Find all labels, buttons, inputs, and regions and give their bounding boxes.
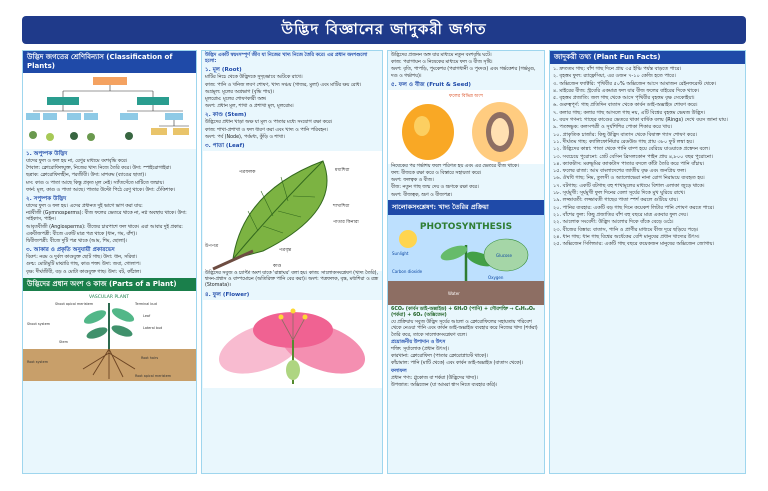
fun-fact: ২০. পানির ব্যবহার: একটি বড় গাছ দিনে কয়েকশ লিটার পানি শোষণ করতে পারে। <box>553 204 715 211</box>
tree-root-node <box>93 77 127 85</box>
root-line: মাটির নিচে থেকে উদ্ভিদকে সুদৃঢ়ভাবে আটকে রাখে। <box>205 75 303 81</box>
fruit-line: নিষেকের পর গর্ভাশয় ফলে পরিণত হয় এবং এর ভেতরে বীজ থাকে। <box>391 163 519 169</box>
fun-fact: ৪. মাইরের বীজ: স্ট্রবেরি একমাত্র ফল যার বীজ ফলের বাইরের দিকে থাকে। <box>553 87 700 94</box>
photosynthesis-text <box>388 305 544 389</box>
fruit-title: ৫. ফল ও বীজ (Fruit & Seed) <box>391 81 471 88</box>
fun-fact: ২. বৃহত্তম ফুল: র‍্যাফ্লেসিয়া, এর ওজন ৭-১০ কেজি হতে পারে। <box>553 73 676 80</box>
flowering-line: একবীজপত্রী: বীজে একটি মাত্র পত্র থাকে (ধান, গম, বাঁশ)। <box>26 231 137 237</box>
fun-fact: ১৩. সবচেয়ে পুরোনো: গ্রেট বেসিন ব্রিসলকোন পাইন প্রায় ৪,৮০০ বছর পুরোনো। <box>553 153 713 160</box>
stem-title: ২. কাণ্ড (Stem) <box>205 112 247 119</box>
root-line: কাজ: পানি ও খনিজ লবণ শোষণ, খাদ্য সঞ্চয় (গাজর, মুলা) এবং মাটির ক্ষয় রোধ। <box>205 82 362 88</box>
vascular-label: Lateral bud <box>143 325 163 330</box>
vascular-label: Shoot system <box>27 321 51 326</box>
photo-label: Sunlight <box>392 250 409 256</box>
stem-line: অংশ: পর্ব (Node), পর্বমধ্য, কুঁড়ি ও শাখা। <box>205 134 285 140</box>
leaf-diagram <box>203 151 383 271</box>
photo-label: Carbon dioxide <box>392 268 423 274</box>
leaf-title: ৩. পাতা (Leaf) <box>205 143 245 150</box>
fun-fact: ১৭. বটগাছ: একটি বটগাছ বহু শাখামূলের মাধ্যমে বিশাল এলাকা জুড়ে থাকে। <box>553 182 705 189</box>
photosynthesis-line: প্রয়োজনীয় উপাদান ও উৎস <box>391 339 446 345</box>
root-line: অংশ: প্রধান মূল, শাখা ও প্রশাখা মূল, মূলরোম। <box>205 104 294 110</box>
fruit-line: বীজ: নতুন গাছ জন্ম দেয় ও ভ্রূণকে রক্ষা করে। <box>391 185 479 191</box>
fun-fact: ২৫. অক্সিজেন সিলিন্ডার: একটি গাছ বছরে কয়েকজন মানুষের অক্সিজেন জোগায়। <box>553 241 715 248</box>
flowering-line: দ্বিবীজপত্রী: বীজে দুটি পত্র থাকে (আম, শিম, ছোলা)। <box>26 239 128 245</box>
root-line: মূলরোম: মূলের শোষণকারী অঙ্গ। <box>205 97 267 103</box>
flowering-title: ২. সপুষ্পক উদ্ভিদ <box>26 196 67 203</box>
column-fun-facts <box>549 50 746 474</box>
classification-header: উদ্ভিদ জগতের শ্রেণিবিন্যাস (Classification of Plants) <box>23 51 196 73</box>
fun-facts-list <box>550 64 745 247</box>
column-plant-parts <box>201 50 383 474</box>
leaf-blade <box>233 161 327 259</box>
fun-fact: ১৫. ফলের রাজা: আম বাংলাদেশের জাতীয় বৃক্ষ এবং জনপ্রিয় ফল। <box>553 168 687 175</box>
fun-fact: ২৪. ধান গাছ: ধান গাছ বিশ্বের অর্ধেকের বেশি মানুষের প্রধান খাদ্যের উৎস। <box>553 233 700 240</box>
photosynthesis-header: সালোকসংশ্লেষণ: খাদ্য তৈরির প্রক্রিয়া <box>388 200 544 215</box>
vascular-label: Terminal bud <box>135 301 157 306</box>
poster-title: উদ্ভিদ বিজ্ঞানের জাদুকরী জগত <box>281 19 487 38</box>
flowering-line: নগ্নবীজী (Gymnosperms): বীজ ফলের ভেতরে থাকে না, নগ্ন অবস্থায় থাকে। উদা: সাইকাস, পাইন। <box>26 211 187 223</box>
vascular-label: Leaf <box>143 313 151 318</box>
nonflowering-line: যাদের ফুল ও ফল হয় না, রেণুর মাধ্যমে বংশবৃদ্ধি করে। <box>26 159 128 164</box>
flowering-line: আবৃতবীজী (Angiosperms): বীজের চারপাশে ফল থাকে। এরা আবার দুই প্রকার: <box>26 224 183 230</box>
photosynthesis-line: শক্তি: সূর্যালোক (প্রধান উৎস)। <box>391 347 450 353</box>
nonflowering-line: শৈবাল: ক্লোরোফিলযুক্ত, নিজের খাদ্য নিজে তৈরি করে। উদা: স্পাইরোগাইরা। <box>26 166 172 172</box>
fruit-line: অংশ: ফলত্বক ও বীজ। <box>391 178 434 184</box>
photo-label: Glucose <box>496 252 512 258</box>
fun-fact: ৮. বয়স গণনা: গাছের কাণ্ডের ভেতরে থাকা বার্ষিক বলয় (Rings) দেখে বয়স জানা যায়। <box>553 117 728 124</box>
vascular-label: Shoot apical meristem <box>55 301 94 306</box>
tree-node-flowering <box>137 97 169 105</box>
classification-tree-diagram <box>23 73 196 149</box>
leaf-label: পাতার কিনারা <box>333 220 359 226</box>
photosynthesis-equation: 6CO₂ (কার্বন ডাই-অক্সাইড) + 6H₂O (পানি) + সৌরশক্তি → C₆H₁₂O₆ (শর্করা) + 6O₂ (অক্সিজেন) <box>391 306 536 319</box>
leaf-label: মধ্যশিরা <box>335 168 350 174</box>
photosynthesis-line: প্রধান পণ্য: গ্লুকোজ বা শর্করা (উদ্ভিদের খাদ্য)। <box>391 375 478 381</box>
size-type-line: বিরুৎ: নরম ও দুর্বল কাণ্ডযুক্ত ছোট গাছ। উদা: ধান, সরিষা। <box>26 255 137 261</box>
vascular-label: Root apical meristem <box>135 373 172 378</box>
size-type-line: গুল্ম: মোটামুটি মাঝারি গাছ, কাণ্ড শক্ত। উদা: জবা, গোলাপ। <box>26 262 141 268</box>
nonflowering-title: ১. অপুষ্পক উদ্ভিদ <box>26 151 68 157</box>
photosynthesis-line: কাঁচামাল: পানি (মাটি থেকে) এবং কার্বন ডাই-অক্সাইড (বাতাস থেকে)। <box>391 361 524 367</box>
fun-fact: ২২. আলোক সংবেদী: উদ্ভিদ আলোর দিকে বাঁকে বেড়ে ওঠে। <box>553 219 674 226</box>
fun-fact: ১১. দীর্ঘতম গাছ: ক্যালিফোর্নিয়ার রেডউড গাছ প্রায় ৩৮০ ফুট লম্বা হয়। <box>553 138 694 145</box>
fun-fact: ২৩. বীজের বিস্তার: বাতাস, পানি ও প্রাণীর মাধ্যমে বীজ দূরে ছড়িয়ে পড়ে। <box>553 226 699 233</box>
stem-line: কাজ: শাখা-প্রশাখা ও ফল ধারণ করা এবং খাদ্য ও পানি পরিবহন। <box>205 127 328 133</box>
size-type-line: বৃক্ষ: দীর্ঘজীবী, বড় ও মোটা কাণ্ডযুক্ত গাছ। উদা: বট, কাঁঠাল। <box>26 269 142 275</box>
leaf-text: উদ্ভিদের সবুজ ও চ্যাপ্টা অংশ যাকে 'রান্নাঘর' বলা হয়। কাজ: সালোকসংশ্লেষণ (খাদ্য তৈরি), শ্বসন-প্রশ্বাস ও বাষ্পমোচন (অতিরিক্ত পানি বের করা)। অংশ: পত্রফলক, বৃন্ত, মধ্যশিরা ও রন্ধ্র (Stomata)। <box>205 271 379 289</box>
photosynthesis-line: ফলাফল <box>391 368 407 374</box>
fun-fact: ১৪. ক্যাকটাস: মরুভূমির ক্যাকটাস পাতার বদলে কাঁটা তৈরি করে পানি বাঁচায়। <box>553 160 705 167</box>
leaf-label: পত্রফলক <box>239 170 256 176</box>
leaf-label: শাখাশিরা <box>333 204 350 210</box>
leaf-label: কাণ্ড <box>273 264 282 270</box>
fun-fact: ১৬. ঔষধি গাছ: নিম, তুলসী ও অ্যালোভেরা নানা রোগ নিরাময়ে ব্যবহৃত হয়। <box>553 175 705 182</box>
flower-parts-text <box>388 51 544 89</box>
fun-fact: ৭. কলার গাছ: কলার গাছ আসলে গাছ নয়, এটি বিশ্বের বৃহত্তম ভেষজ উদ্ভিদ। <box>553 109 706 116</box>
photo-label: Water <box>448 290 460 296</box>
plant-intro: উদ্ভিদ একটি স্বয়ংসম্পূর্ণ জীব যা নিজের খাদ্য নিজে তৈরি করে। এর প্রধান অংশগুলো হলো: <box>205 53 368 65</box>
flower-line: কাজ: পরাগায়ন ও নিষেকের মাধ্যমে ফল ও বীজ সৃষ্টি। <box>391 60 493 66</box>
fun-fact: ১০. প্রাকৃতিক চার্জার: কিছু উদ্ভিদ বাতাস থেকে বিষাক্ত গ্যাস শোষণ করে। <box>553 131 697 138</box>
fun-fact: ১. দ্রুততম গাছ: বাঁশ গাছ দিনে প্রায় ৩৫ ইঞ্চি পর্যন্ত বাড়তে পারে। <box>553 66 682 72</box>
photosynthesis-line: কারখানা: ক্লোরোফিল (পাতার ক্লোরোপ্লাস্টে থাকে)। <box>391 354 488 360</box>
fun-fact: ১৮. সূর্যমুখী: সূর্যমুখী ফুল দিনের বেলা সূর্যের দিকে মুখ ঘুরিয়ে রাখে। <box>553 190 686 197</box>
fruit-line: ফল: বীজকে রক্ষা করে ও বিস্তারে সহায়তা করে। <box>391 171 482 177</box>
plant-parts-header: উদ্ভিদের প্রধান অংশ ও কাজ (Parts of a Plant) <box>23 278 196 291</box>
classification-text <box>23 151 196 276</box>
column-fruit-photosynthesis <box>387 50 545 474</box>
nonflowering-line: ছত্রাক: ক্লোরোফিলহীন, পরজীবী। উদা: মাশরুম (ব্যাঙের ছাতা)। <box>26 173 146 179</box>
fruit-figure-title: ফলের বিভিন্ন অংশ <box>449 93 483 99</box>
sun-icon <box>399 230 417 248</box>
fun-facts-header: জাদুকরী তথ্য (Plant Fun Facts) <box>550 51 745 64</box>
vascular-label: Root system <box>27 359 49 364</box>
root-title: ১. মূল (Root) <box>205 67 242 74</box>
stem-line: উদ্ভিদের প্রধান খাড়া অক্ষ যা মূল ও পাতার মধ্যে সংযোগ রক্ষা করে। <box>205 120 333 126</box>
fruit-text <box>388 164 544 199</box>
fruit-seed-diagram <box>388 90 544 164</box>
nonflowering-line: ফার্ন: মূল, কাণ্ড ও পাতা আছে। পাতার উল্টো পিঠে রেণু থাকে। উদা: ঢেঁকিশাক। <box>26 187 175 193</box>
size-type-title: ৩. আকার ও প্রকৃতি অনুযায়ী প্রকারভেদ <box>26 247 115 254</box>
flower-diagram <box>203 300 383 388</box>
vascular-title: VASCULAR PLANT <box>89 294 129 300</box>
poster-title-bar <box>22 16 746 44</box>
tree-node-nonflowering <box>47 97 79 105</box>
fruit-line: অংশ: বীজত্বক, ভ্রূণ ও বীজপত্র। <box>391 192 453 198</box>
flowering-line: যাদের ফুল ও ফল হয়। এদের প্রধানত দুই ভাগে ভাগ করা যায়: <box>26 204 143 210</box>
flower-line: অংশ: বৃতি, পাপড়ি, পুংকেশর (পরাগধানী ও পুংদণ্ড) এবং গর্ভকেশর (গর্ভমুণ্ড, দণ্ড ও গর্ভাশয়)। <box>391 67 536 79</box>
photosynthesis-banner: PHOTOSYNTHESIS <box>419 221 513 232</box>
vascular-plant-diagram <box>23 291 196 381</box>
fun-fact: ৩. অক্সিজেন ফ্যাক্টরি: পৃথিবীর ৫০% অক্সিজেন আসে আমাজন রেইনফরেস্ট থেকে। <box>553 80 717 87</box>
plant-parts-text <box>202 51 382 150</box>
leaf-label: উপপত্র <box>205 244 219 250</box>
fun-fact: ১২. উদ্ভিদের কান্না: পাতা থেকে পানি বাষ্প হয়ে বেরিয়ে যাওয়াকে প্রস্বেদন বলে। <box>553 146 710 153</box>
fun-fact: ৯. পতঙ্গভুক: কলসপত্রী ও সূর্যশিশির পোকা শিকার করে খায়। <box>553 124 672 131</box>
flower-title: ৪. ফুল (Flower) <box>205 291 250 298</box>
photosynthesis-line: উপজাত: অক্সিজেন (যা আমরা শ্বাস নিতে ব্যবহার করি)। <box>391 383 498 389</box>
fun-fact: ৬. গুরুত্বপূর্ণ: গাছ প্রতিদিন বাতাস থেকে কার্বন ডাই-অক্সাইড শোষণ করে। <box>553 102 698 109</box>
vascular-label: Stem <box>59 339 68 344</box>
nonflowering-line: মস: কাণ্ড ও পাতা আছে কিন্তু প্রকৃত মূল নেই। স্যাঁতসেঁতে মাটিতে জন্মায়। <box>26 180 165 186</box>
column-classification <box>22 50 197 474</box>
photosynthesis-diagram <box>388 215 544 305</box>
flower-line: উদ্ভিদের প্রজনন অঙ্গ যার মাধ্যমে নতুন বংশবৃদ্ধি ঘটে। <box>391 53 492 58</box>
root-line: অগ্রমূল: মূলের অগ্রভাগ (বৃদ্ধি পায়)। <box>205 89 274 95</box>
fun-fact: ৫. বৃহত্তম প্রজাতি: জল গাছ থেকে আসে পৃথিবীর বৃহত্তম বৃক্ষ সেকোইয়া। <box>553 95 695 102</box>
vascular-label: Root hairs <box>141 355 159 360</box>
fun-fact: ১৯. লজ্জাবতী: লজ্জাবতী গাছের পাতা স্পর্শ করলে গুটিয়ে যায়। <box>553 197 679 204</box>
photo-label: Oxygen <box>488 274 504 280</box>
leaf-text-block <box>202 271 382 299</box>
leaf-label: পত্রবৃন্ত <box>279 248 292 254</box>
photosynthesis-line: যে প্রক্রিয়ায় সবুজ উদ্ভিদ সূর্যের আলো ও ক্লোরোফিলের সহায়তায় পরিবেশ থেকে নেওয়া পানি এবং কার্বন ডাই-অক্সাইড ব্যবহার করে নিজের খাদ্য (শর্করা) তৈরি করে, তাকে সালোকসংশ্লেষণ বলে। <box>391 320 538 338</box>
fun-fact: ২১. বাঁশের ফুল: কিছু প্রজাতির বাঁশ বহু বছরে মাত্র একবার ফুল দেয়। <box>553 211 688 218</box>
